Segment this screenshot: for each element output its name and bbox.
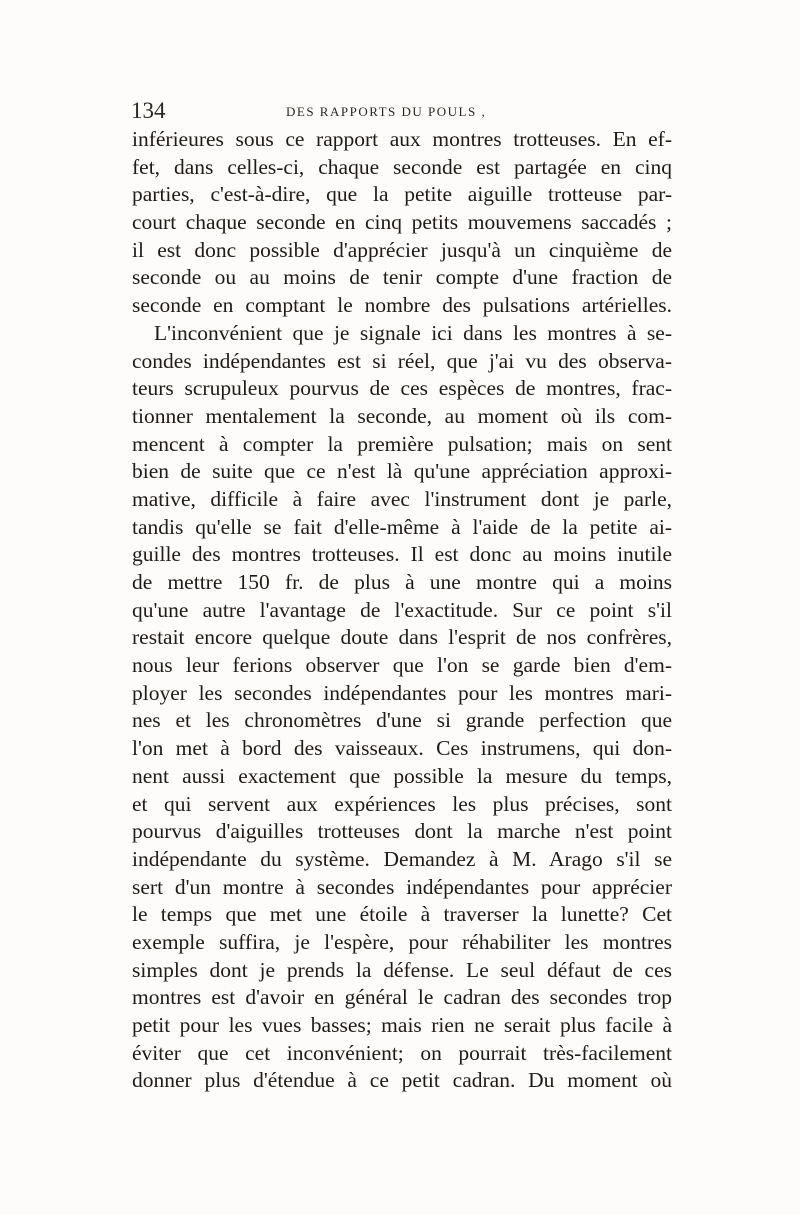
text-line: nent aussi exactement que possible la mesure du temps, <box>132 763 672 788</box>
text-line: il est donc possible d'apprécier jusqu'à un cinquième de <box>132 237 672 262</box>
text-line: exemple suffira, je l'espère, pour réhabiliter les montres <box>132 929 672 954</box>
text-line: inférieures sous ce rapport aux montres trotteuses. En ef- <box>132 127 672 151</box>
text-line: de mettre 150 fr. de plus à une montre qui a moins <box>132 570 672 594</box>
text-line: bien de suite que ce n'est là qu'une appréciation approxi- <box>132 459 672 484</box>
text-line: sert d'un montre à secondes indépendantes pour apprécier <box>132 874 672 899</box>
text-line: tionner mentalement la seconde, au moment où ils com- <box>132 403 672 428</box>
text-line: éviter que cet inconvénient; on pourrait très-facilement <box>132 1040 672 1065</box>
text-line: et qui servent aux expériences les plus précises, sont <box>132 791 672 816</box>
text-line: simples dont je prends la défense. Le seul défaut de ces <box>132 957 672 982</box>
text-line: mencent à compter la première pulsation; mais on sent <box>132 431 672 456</box>
text-line: guille des montres trotteuses. Il est donc au moins inutile <box>132 542 672 567</box>
text-line: tandis qu'elle se fait d'elle-même à l'aide de la petite ai- <box>132 514 672 539</box>
text-line: court chaque seconde en cinq petits mouvemens saccadés ; <box>132 210 672 235</box>
text-line: nous leur ferions observer que l'on se garde bien d'em- <box>132 653 672 678</box>
running-title: DES RAPPORTS DU POULS , <box>286 104 487 119</box>
text-line: donner plus d'étendue à ce petit cadran. Du moment où <box>132 1068 672 1093</box>
page-number: 134 <box>131 98 166 123</box>
body-text <box>132 126 672 1095</box>
text-line: fet, dans celles-ci, chaque seconde est partagée en cinq <box>132 154 672 179</box>
text-line: montres est d'avoir en général le cadran des secondes trop <box>132 985 672 1010</box>
text-line: mative, difficile à faire avec l'instrument dont je parle, <box>132 486 672 511</box>
text-line: seconde en comptant le nombre des pulsations artérielles. <box>132 293 672 318</box>
text-line: petit pour les vues basses; mais rien ne serait plus facile à <box>132 1013 672 1037</box>
text-line: seconde ou au moins de tenir compte d'une fraction de <box>132 265 672 290</box>
text-line: teurs scrupuleux pourvus de ces espèces de montres, frac- <box>132 376 672 401</box>
page-header <box>131 98 671 128</box>
text-line: L'inconvénient que je signale ici dans les montres à se- <box>154 320 672 345</box>
text-line: indépendante du système. Demandez à M. Arago s'il se <box>132 846 672 871</box>
text-line: le temps que met une étoile à traverser la lunette? Cet <box>132 902 672 927</box>
text-line: restait encore quelque doute dans l'esprit de nos confrères, <box>132 625 672 650</box>
text-line: qu'une autre l'avantage de l'exactitude. Sur ce point s'il <box>132 597 672 622</box>
text-line: pourvus d'aiguilles trotteuses dont la marche n'est point <box>132 819 672 844</box>
text-line: ployer les secondes indépendantes pour les montres mari- <box>132 680 672 705</box>
text-line: l'on met à bord des vaisseaux. Ces instrumens, qui don- <box>132 736 672 761</box>
text-line: parties, c'est-à-dire, que la petite aiguille trotteuse par- <box>132 182 672 207</box>
text-line: nes et les chronomètres d'une si grande perfection que <box>132 708 672 733</box>
text-line: condes indépendantes est si réel, que j'ai vu des observa- <box>132 348 672 373</box>
